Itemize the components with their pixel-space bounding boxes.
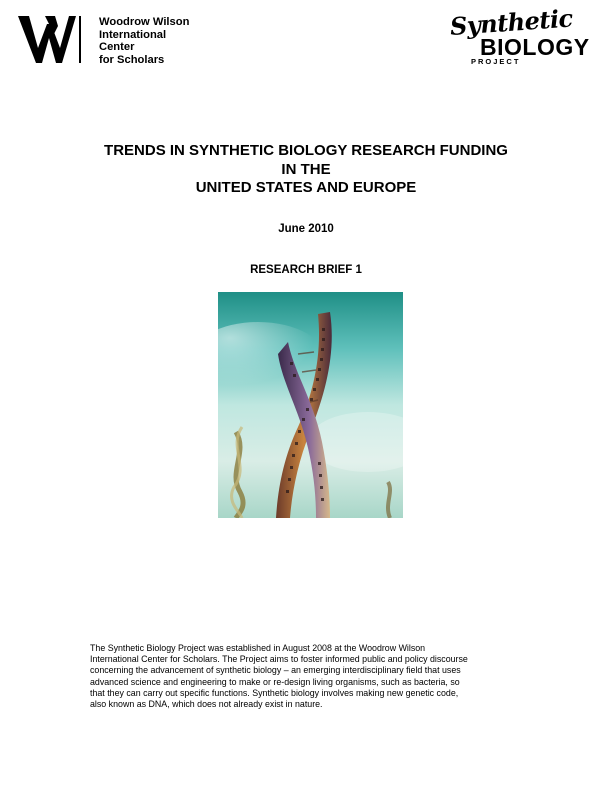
title-line: TRENDS IN SYNTHETIC BIOLOGY RESEARCH FUNDING — [104, 142, 508, 159]
document-title — [0, 142, 612, 198]
intro-line: also known as DNA, which does not already exist in nature. — [90, 699, 323, 710]
woodrow-wilson-wordmark — [99, 16, 189, 66]
intro-line: advanced science and engineering to make or re-design living organisms, such as bacteria, so — [90, 676, 460, 687]
series-label: RESEARCH BRIEF 1 — [250, 264, 362, 276]
sb-logo-project: PROJECT — [471, 57, 521, 66]
ww-monogram-icon — [18, 16, 94, 64]
woodrow-wilson-logo — [18, 14, 190, 66]
ww-logo-line: Woodrow Wilson — [99, 16, 190, 28]
intro-paragraph — [90, 643, 530, 710]
title-line: IN THE — [281, 160, 331, 178]
title-line: UNITED STATES AND EUROPE — [195, 179, 417, 196]
ww-logo-line: International — [99, 28, 167, 41]
intro-line: The Synthetic Biology Project was established in August 2008 at the Woodrow Wilson — [90, 643, 426, 653]
ww-logo-line: Center — [99, 41, 135, 54]
ww-logo-line: for Scholars — [99, 53, 165, 66]
intro-line: that they can carry out specific functions. Synthetic biology involves making new genetic code, — [90, 687, 459, 698]
sb-logo-biology: BIOLOGY — [480, 34, 590, 60]
intro-line: International Center for Scholars. The Project aims to foster informed public and policy discourse — [90, 654, 468, 665]
intro-line: concerning the advancement of synthetic biology – an emerging interdisciplinary field that uses — [90, 665, 461, 676]
synthetic-biology-project-logo — [445, 3, 597, 68]
sb-logo-synthetic: Synthetic — [448, 3, 574, 42]
dna-helix-sculpture-image — [218, 292, 403, 518]
publication-date: June 2010 — [278, 223, 334, 235]
